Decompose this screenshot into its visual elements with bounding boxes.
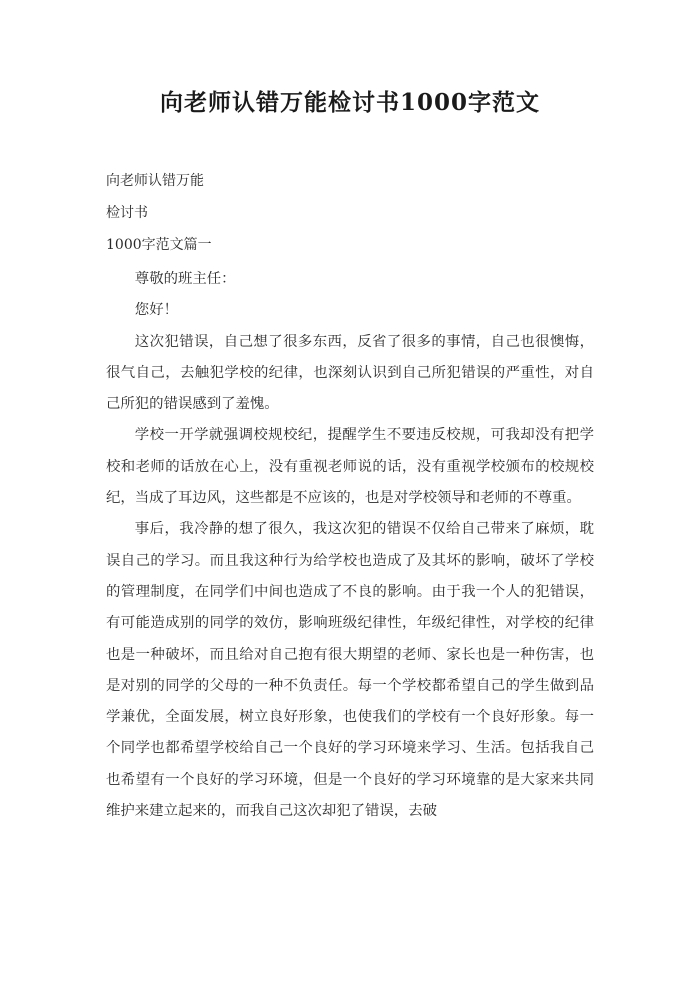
paragraph-2: 学校一开学就强调校规校纪，提醒学生不要违反校规，可我却没有把学校和老师的话放在心上，没有重视老师说的话，没有重视学校颁布的校规校纪，当成了耳边风，这些都是不应该的，也是对学校领导和老师的不尊重。	[106, 427, 594, 507]
paragraph-1: 这次犯错误，自己想了很多东西，反省了很多的事情，自己也很懊悔，很气自己，去触犯学校的纪律，也深刻认识到自己所犯错误的严重性，对自己所犯的错误感到了羞愧。	[106, 333, 594, 413]
greeting: 您好！	[134, 302, 178, 319]
document-body	[106, 264, 594, 827]
meta-line-3: 1000字范文篇一	[106, 237, 212, 253]
paragraph-3: 事后，我冷静的想了很久，我这次犯的错误不仅给自己带来了麻烦，耽误自己的学习。而且我这种行为给学校也造成了及其坏的影响，破坏了学校的管理制度，在同学们中间也造成了不良的影响。由于我一个人的犯错误，有可能造成别的同学的效仿，影响班级纪律性，年级纪律性，对学校的纪律也是一种破坏，而且给对自己抱有很大期望的老师、家长也是一种伤害，也是对别的同学的父母的一种不负责任。每一个学校都希望自己的学生做到品学兼优，全面发展，树立良好形象，也使我们的学校有一个良好形象。每一个同学也都希望学校给自己一个良好的学习环境来学习、生活。包括我自己也希望有一个良好的学习环境，但是一个良好的学习环境靠的是大家来共同维护来建立起来的，而我自己这次却犯了错误，去破	[106, 521, 594, 820]
document-title: 向老师认错万能检讨书1000字范文	[159, 89, 540, 116]
meta-line-2: 检讨书	[106, 205, 148, 221]
meta-line-1: 向老师认错万能	[106, 173, 204, 189]
salutation: 尊敬的班主任：	[134, 271, 236, 287]
